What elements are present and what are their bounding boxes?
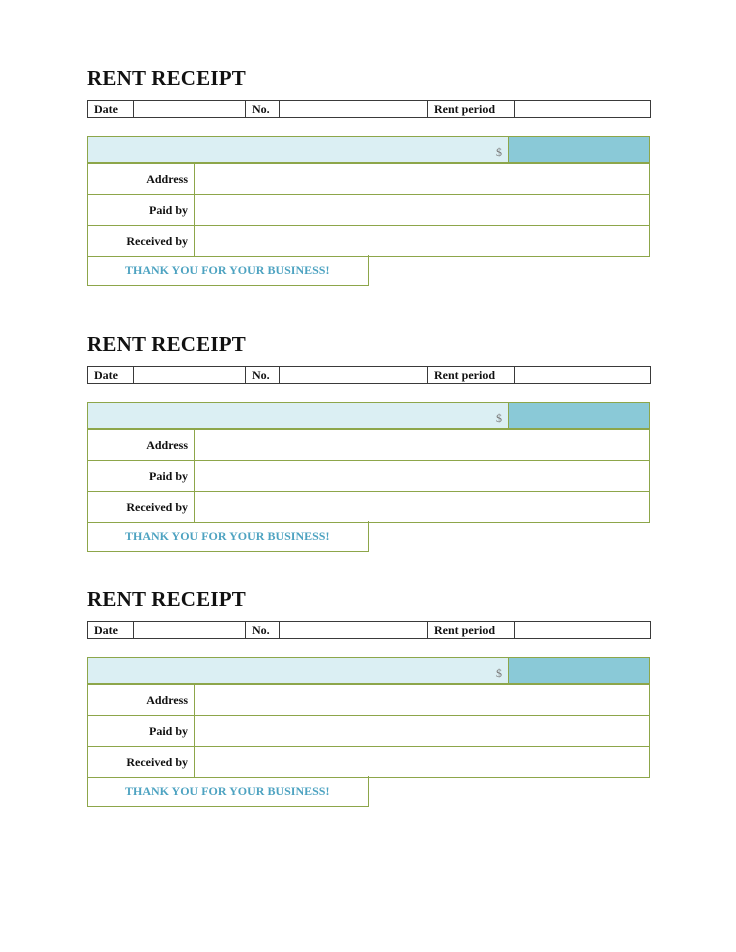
- paid-by-label: Paid by: [88, 716, 195, 747]
- number-field[interactable]: [280, 101, 428, 118]
- date-field[interactable]: [134, 622, 246, 639]
- number-label: No.: [246, 367, 280, 384]
- receipt-title: RENT RECEIPT: [87, 66, 246, 90]
- paid-by-label: Paid by: [88, 461, 195, 492]
- paid-by-field[interactable]: [195, 461, 650, 492]
- currency-symbol: $: [496, 666, 502, 680]
- amount-field[interactable]: [508, 403, 649, 428]
- receipt-title: RENT RECEIPT: [87, 587, 246, 611]
- amount-field[interactable]: [508, 137, 649, 162]
- address-label: Address: [88, 164, 195, 195]
- address-label: Address: [88, 685, 195, 716]
- rent-receipt-3: [87, 587, 650, 812]
- received-by-label: Received by: [88, 492, 195, 523]
- date-label: Date: [88, 101, 134, 118]
- receipt-info-table: [87, 100, 651, 118]
- amount-field[interactable]: [508, 658, 649, 683]
- paid-by-label: Paid by: [88, 195, 195, 226]
- date-label: Date: [88, 622, 134, 639]
- received-by-label: Received by: [88, 226, 195, 257]
- receipt-info-table: [87, 366, 651, 384]
- number-label: No.: [246, 101, 280, 118]
- amount-row: [87, 657, 650, 684]
- amount-row: [87, 136, 650, 163]
- received-by-label: Received by: [88, 747, 195, 778]
- date-field[interactable]: [134, 101, 246, 118]
- received-by-field[interactable]: [195, 747, 650, 778]
- received-by-field[interactable]: [195, 226, 650, 257]
- receipt-title: RENT RECEIPT: [87, 332, 246, 356]
- rent-period-label: Rent period: [428, 622, 515, 639]
- receipt-detail-table: [87, 684, 650, 778]
- receipt-detail-table: [87, 429, 650, 523]
- number-field[interactable]: [280, 367, 428, 384]
- receipt-info-table: [87, 621, 651, 639]
- rent-period-field[interactable]: [515, 101, 651, 118]
- address-field[interactable]: [195, 164, 650, 195]
- thank-you-message: THANK YOU FOR YOUR BUSINESS!: [87, 255, 369, 286]
- receipt-detail-table: [87, 163, 650, 257]
- rent-period-field[interactable]: [515, 622, 651, 639]
- paid-by-field[interactable]: [195, 716, 650, 747]
- rent-period-field[interactable]: [515, 367, 651, 384]
- address-label: Address: [88, 430, 195, 461]
- amount-row: [87, 402, 650, 429]
- rent-period-label: Rent period: [428, 101, 515, 118]
- rent-receipt-2: [87, 332, 650, 557]
- date-label: Date: [88, 367, 134, 384]
- thank-you-message: THANK YOU FOR YOUR BUSINESS!: [87, 521, 369, 552]
- currency-symbol: $: [496, 411, 502, 425]
- rent-receipt-1: [87, 66, 650, 291]
- number-field[interactable]: [280, 622, 428, 639]
- address-field[interactable]: [195, 430, 650, 461]
- thank-you-message: THANK YOU FOR YOUR BUSINESS!: [87, 776, 369, 807]
- number-label: No.: [246, 622, 280, 639]
- date-field[interactable]: [134, 367, 246, 384]
- rent-period-label: Rent period: [428, 367, 515, 384]
- paid-by-field[interactable]: [195, 195, 650, 226]
- received-by-field[interactable]: [195, 492, 650, 523]
- address-field[interactable]: [195, 685, 650, 716]
- currency-symbol: $: [496, 145, 502, 159]
